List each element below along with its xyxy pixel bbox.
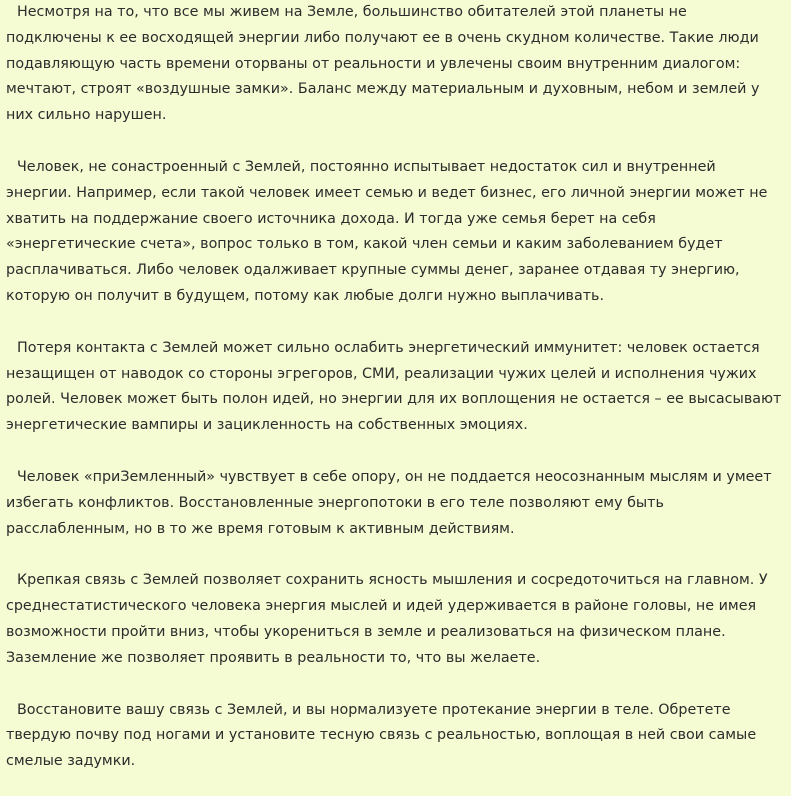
paragraph-6: Восстановите вашу связь с Землей, и вы нормализуете протекание энергии в теле. Обретете твердую почву под ногами и установите тесную связь с реальностью, воплощая в ней свои самые смелые задумки. (6, 701, 757, 770)
paragraph-2: Человек, не сонастроенный с Землей, постоянно испытывает недостаток сил и внутренней энергии. Например, если такой человек имеет семью и ведет бизнес, его личной энергии может не хватить на поддержание своего источника дохода. И тогда уже семья берет на себя «энергетические счета», вопрос только в том, какой член семьи и каким заболеванием будет расплачиваться. Либо человек одалживает крупные суммы денег, заранее отдавая ту энергию, которую он получит в будущем, потому как любые долги нужно выплачивать. (6, 158, 768, 304)
paragraph-3: Потеря контакта с Землей может сильно ослабить энергетический иммунитет: человек остается незащищен от наводок со стороны эгрегоров, СМИ, реализации чужих целей и исполнения чужих ролей. Человек может быть полон идей, но энергии для их воплощения не остается – ее высасывают энергетические вампиры и зацикленность на собственных эмоциях. (6, 339, 782, 434)
paragraph-4: Человек «приЗемленный» чувствует в себе опору, он не поддается неосознанным мыслям и умеет избегать конфликтов. Восстановленные энергопотоки в его теле позволяют ему быть расслабленным, но в то же время готовым к активным действиям. (6, 468, 772, 537)
paragraph-1: Несмотря на то, что все мы живем на Земле, большинство обитателей этой планеты не подключены к ее восходящей энергии либо получают ее в очень скудном количестве. Такие люди подавляющую часть времени оторваны от реальности и увлечены своим внутренним диалогом: мечтают, строят «воздушные замки». Баланс между материальным и духовным, небом и землей у них сильно нарушен. (6, 4, 760, 124)
paragraph-5: Крепкая связь с Землей позволяет сохранить ясность мышления и сосредоточиться на главном. У среднестатистического человека энергия мыслей и идей удерживается в районе головы, не имея возможности пройти вниз, чтобы укорениться в земле и реализоваться на физическом плане. Заземление же позволяет проявить в реальности то, что вы желаете. (6, 572, 768, 666)
